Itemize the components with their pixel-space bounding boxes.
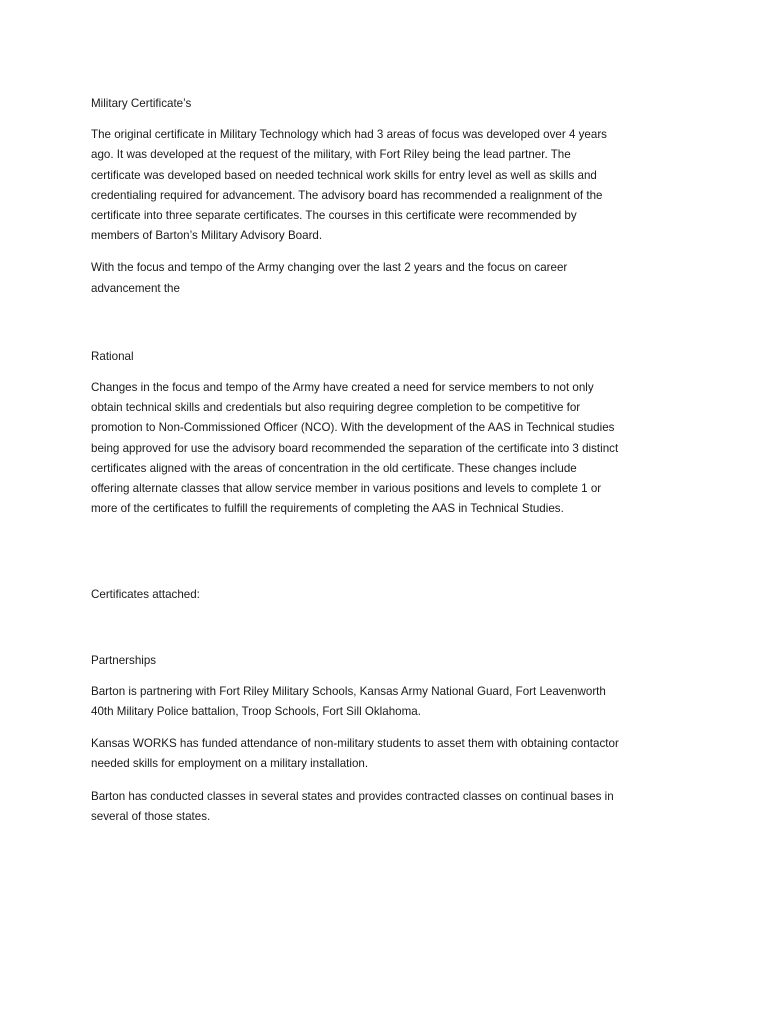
paragraph-partnering [91,682,691,722]
paragraph-line: needed skills for employment on a military installation. [91,757,369,771]
paragraph-rational [91,378,691,519]
paragraph-line: being approved for use the advisory board recommended the separation of the certificate into 3 distinct [91,441,619,455]
spacer [91,531,691,585]
paragraph-focus-tempo [91,258,691,298]
paragraph-line: Kansas WORKS has funded attendance of non-military students to asset them with obtaining contactor [91,737,619,751]
paragraph-line: 40th Military Police battalion, Troop Schools, Fort Sill Oklahoma. [91,705,421,719]
paragraph-line: With the focus and tempo of the Army changing over the last 2 years and the focus on career [91,261,568,275]
paragraph-line: certificate into three separate certificates. The courses in this certificate were recommended by [91,209,577,223]
paragraph-line: Changes in the focus and tempo of the Army have created a need for service members to not only [91,381,594,395]
heading-rational: Rational [91,349,134,363]
paragraph-line: credentialing required for advancement. The advisory board has recommended a realignment of the [91,188,603,202]
heading-partnerships: Partnerships [91,653,157,667]
paragraph-line: advancement the [91,281,180,295]
paragraph-line: The original certificate in Military Technology which had 3 areas of focus was developed over 4 years [91,128,607,142]
paragraph-line: ago. It was developed at the request of the military, with Fort Riley being the lead partner. The [91,148,571,162]
paragraph-line: several of those states. [91,809,211,823]
paragraph-original-certificate [91,125,691,246]
paragraph-line: obtain technical skills and credentials but also requiring degree completion to be competitive for [91,401,581,415]
paragraph-line: Barton is partnering with Fort Riley Military Schools, Kansas Army National Guard, Fort Leavenworth [91,684,606,698]
document-body [91,94,691,839]
spacer [91,617,691,651]
paragraph-line: offering alternate classes that allow service member in various positions and levels to complete 1 or [91,482,602,496]
paragraph-line: members of Barton’s Military Advisory Board. [91,229,323,243]
paragraph-line: promotion to Non-Commissioned Officer (NCO). With the development of the AAS in Technical studies [91,421,615,435]
paragraph-line: certificates aligned with the areas of concentration in the old certificate. These changes include [91,461,577,475]
paragraph-line: certificate was developed based on needed technical work skills for entry level as well as skills and [91,168,597,182]
paragraph-line: more of the certificates to fulfill the requirements of completing the AAS in Technical Studies. [91,502,564,516]
heading-military-certificates: Military Certificate’s [91,97,192,110]
paragraph-line: Barton has conducted classes in several states and provides contracted classes on continual bases in [91,789,614,803]
spacer [91,311,691,347]
heading-certificates-attached: Certificates attached: [91,588,200,602]
paragraph-kansas-works [91,734,691,774]
paragraph-several-states [91,787,691,827]
